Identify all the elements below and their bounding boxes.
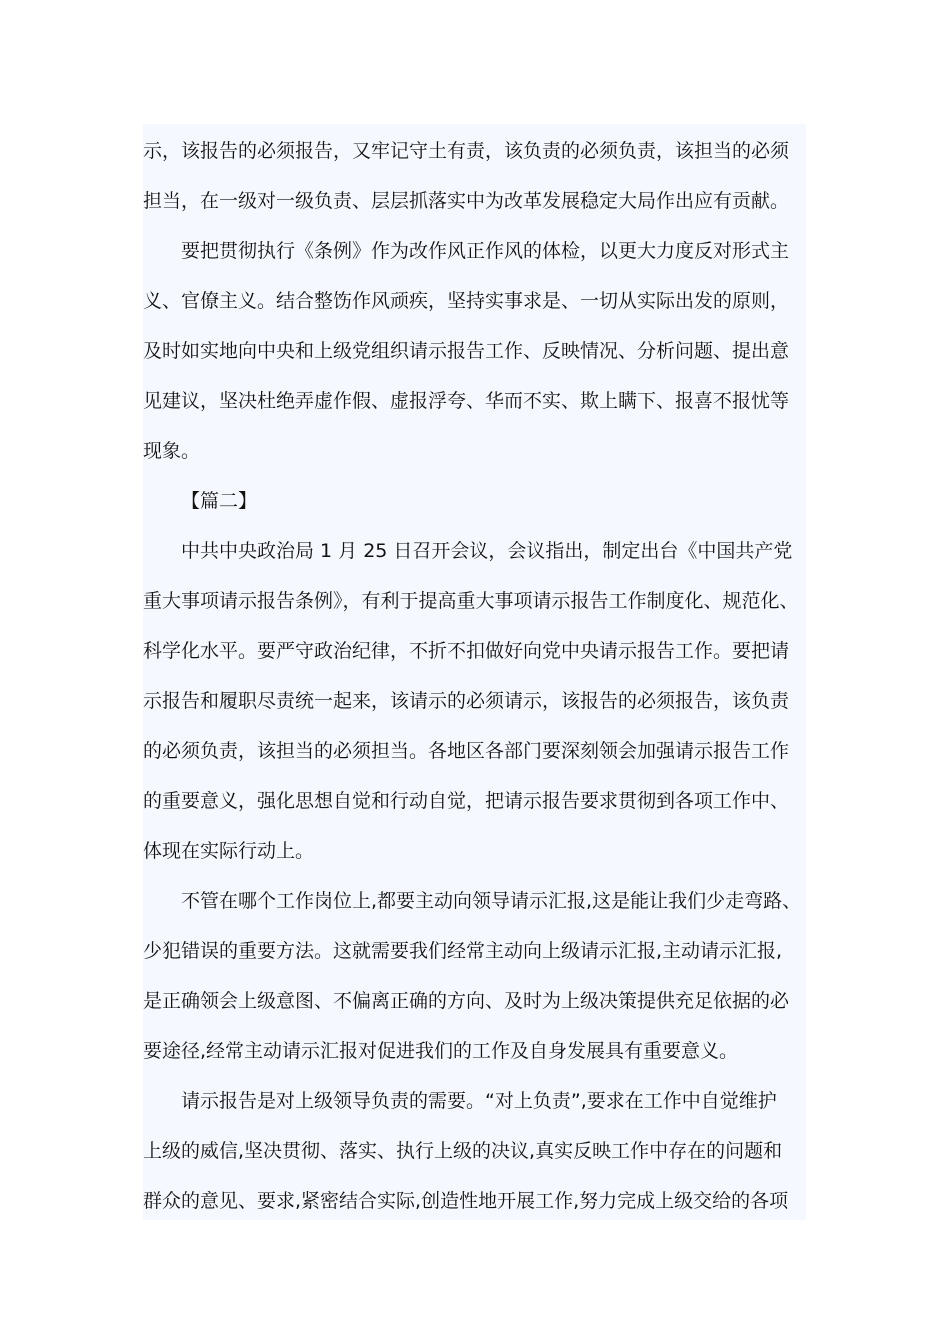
text-line: 少犯错误的重要方法。这就需要我们经常主动向上级请示汇报,主动请示汇报, [143,940,783,962]
text-line: 上级的威信,坚决贯彻、落实、执行上级的决议,真实反映工作中存在的问题和 [143,1140,783,1162]
text-line: 示，该报告的必须报告，又牢记守土有责，该负责的必须负责，该担当的必须 [143,140,790,162]
text-line: 现象。 [143,440,201,462]
text-line: 的重要意义，强化思想自觉和行动自觉，把请示报告要求贯彻到各项工作中、 [143,790,790,812]
text-line: 见建议，坚决杜绝弄虚作假、虚报浮夸、华而不实、欺上瞒下、报喜不报忧等 [143,390,790,412]
text-line: 体现在实际行动上。 [143,840,315,862]
text-line: 示报告和履职尽责统一起来，该请示的必须请示，该报告的必须报告，该负责 [143,690,790,712]
text-line: 科学化水平。要严守政治纪律，不折不扣做好向党中央请示报告工作。要把请 [143,640,790,662]
section-heading: 【篇二】 [181,490,258,512]
paragraph-start-line: 不管在哪个工作岗位上,都要主动向领导请示汇报,这是能让我们少走弯路、 [181,890,802,912]
document-body [143,124,806,1220]
text-line: 是正确领会上级意图、不偏离正确的方向、及时为上级决策提供充足依据的必 [143,990,790,1012]
text-line: 重大事项请示报告条例》，有利于提高重大事项请示报告工作制度化、规范化、 [143,590,799,612]
text-line: 群众的意见、要求,紧密结合实际,创造性地开展工作,努力完成上级交给的各项 [143,1190,789,1212]
text-line: 及时如实地向中央和上级党组织请示报告工作、反映情况、分析问题、提出意 [143,340,790,362]
text-line: 担当，在一级对一级负责、层层抓落实中为改革发展稳定大局作出应有贡献。 [143,190,790,212]
text-line: 的必须负责，该担当的必须担当。各地区各部门要深刻领会加强请示报告工作 [143,740,790,762]
text-line: 要途径,经常主动请示汇报对促进我们的工作及自身发展具有重要意义。 [143,1040,739,1062]
paragraph-start-line: 请示报告是对上级领导负责的需要。“对上负责”,要求在工作中自觉维护 [181,1090,777,1112]
paragraph-start-line: 中共中央政治局 1 月 25 日召开会议，会议指出，制定出台《中国共产党 [181,540,793,562]
text-line: 义、官僚主义。结合整饬作风顽疾，坚持实事求是、一切从实际出发的原则， [143,290,790,312]
paragraph-start-line: 要把贯彻执行《条例》作为改作风正作风的体检，以更大力度反对形式主 [181,240,790,262]
